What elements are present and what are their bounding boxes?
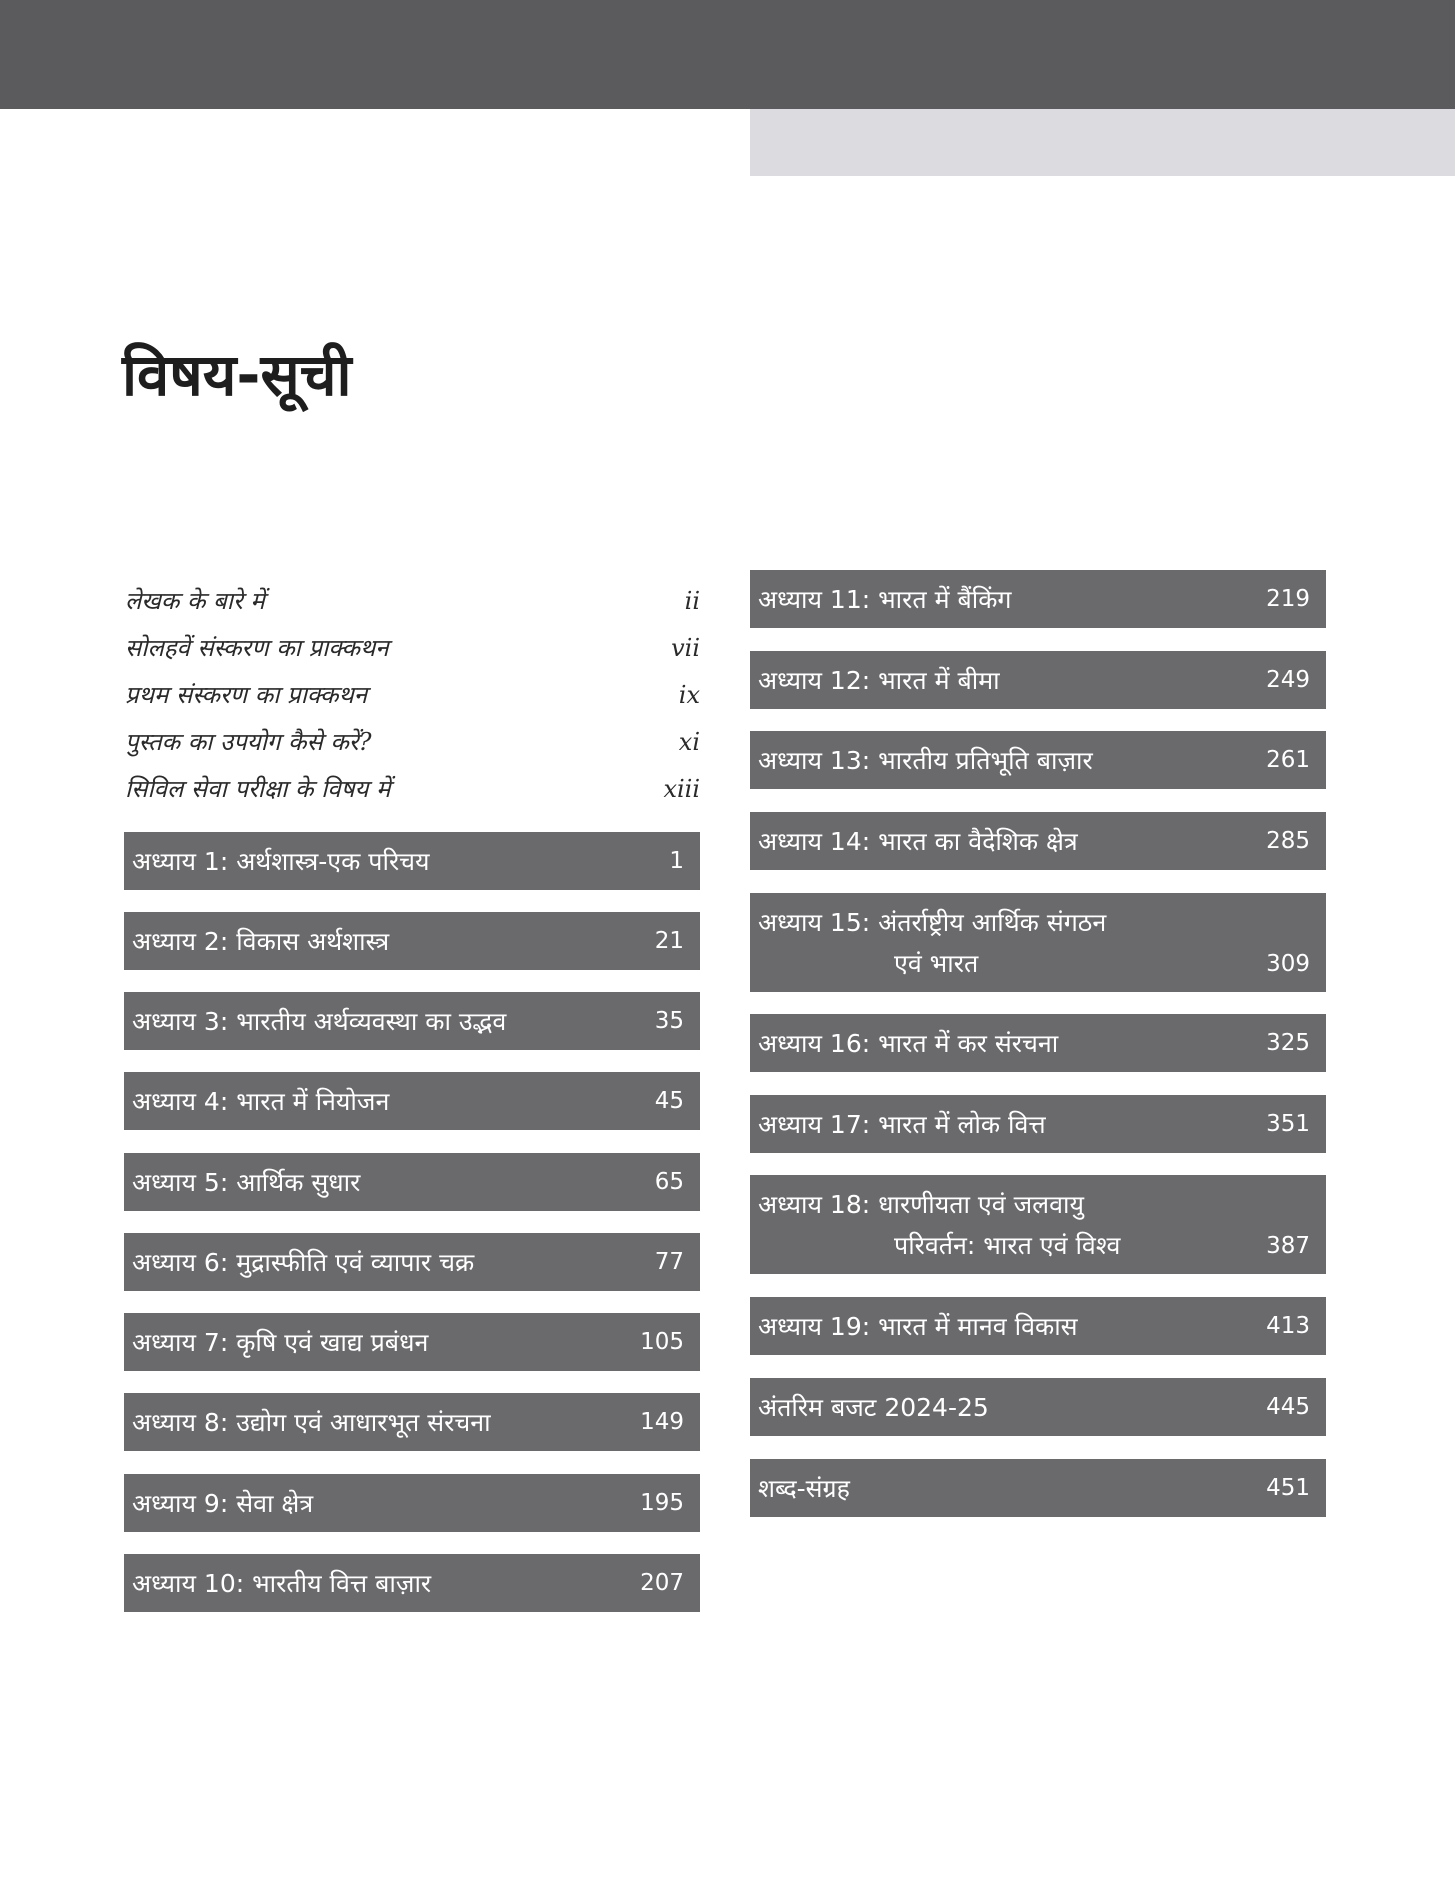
- front-item-1st-edition-preface[interactable]: [125, 671, 700, 718]
- chapter-title: अध्याय 16: भारत में कर संरचना: [758, 1029, 1059, 1058]
- chapter-page: 77: [654, 1249, 684, 1275]
- front-item-label: सिविल सेवा परीक्षा के विषय में: [125, 775, 391, 803]
- chapter-title: अध्याय 11: भारत में बैंकिंग: [758, 585, 1012, 614]
- chapter-title: शब्द-संग्रह: [758, 1474, 850, 1503]
- chapter-title: अध्याय 13: भारतीय प्रतिभूति बाज़ार: [758, 746, 1093, 775]
- chapter-page: 219: [1266, 586, 1310, 612]
- front-item-how-to-use[interactable]: [125, 718, 700, 765]
- chapter-title: अध्याय 4: भारत में नियोजन: [132, 1087, 390, 1116]
- chapter-title: अध्याय 7: कृषि एवं खाद्य प्रबंधन: [132, 1328, 429, 1357]
- chapter-page: 21: [654, 928, 684, 954]
- chapter-title: अध्याय 15: अंतर्राष्ट्रीय आर्थिक संगठन: [758, 907, 1107, 937]
- chapter-3[interactable]: [124, 992, 700, 1050]
- front-item-label: लेखक के बारे में: [125, 587, 265, 615]
- chapter-1[interactable]: [124, 832, 700, 890]
- front-item-civil-services[interactable]: [125, 765, 700, 812]
- chapter-11[interactable]: [750, 570, 1326, 628]
- chapter-title: अध्याय 2: विकास अर्थशास्त्र: [132, 927, 390, 956]
- chapter-page: 195: [640, 1490, 684, 1516]
- front-item-label: प्रथम संस्करण का प्राक्कथन: [125, 681, 368, 709]
- chapter-title: अध्याय 12: भारत में बीमा: [758, 666, 1000, 695]
- chapter-page: 207: [640, 1570, 684, 1596]
- chapter-page: 413: [1266, 1313, 1310, 1339]
- chapter-13[interactable]: [750, 731, 1326, 789]
- chapter-7[interactable]: [124, 1313, 700, 1371]
- chapter-page: 309: [1266, 950, 1310, 977]
- chapter-title: अध्याय 9: सेवा क्षेत्र: [132, 1489, 314, 1518]
- chapter-title: अध्याय 3: भारतीय अर्थव्यवस्था का उद्भव: [132, 1007, 507, 1036]
- header-subband: [750, 109, 1455, 176]
- chapter-page: 445: [1266, 1394, 1310, 1420]
- chapter-title-continued: परिवर्तन: भारत एवं विश्व: [894, 1230, 1121, 1260]
- chapter-title: अध्याय 10: भारतीय वित्त बाज़ार: [132, 1569, 432, 1598]
- front-item-page: vii: [671, 633, 700, 662]
- chapter-page: 387: [1266, 1232, 1310, 1259]
- chapter-page: 45: [654, 1088, 684, 1114]
- front-item-label: सोलहवें संस्करण का प्राक्कथन: [125, 634, 389, 662]
- front-item-label: पुस्तक का उपयोग कैसे करें?: [125, 728, 372, 756]
- glossary[interactable]: [750, 1459, 1326, 1517]
- chapter-title: अध्याय 18: धारणीयता एवं जलवायु: [758, 1189, 1084, 1219]
- chapter-9[interactable]: [124, 1474, 700, 1532]
- chapter-19[interactable]: [750, 1297, 1326, 1355]
- chapter-page: 35: [654, 1008, 684, 1034]
- chapter-17[interactable]: [750, 1095, 1326, 1153]
- chapter-18[interactable]: [750, 1175, 1326, 1274]
- chapter-15[interactable]: [750, 893, 1326, 992]
- front-item-about-author[interactable]: [125, 577, 700, 624]
- chapter-5[interactable]: [124, 1153, 700, 1211]
- chapter-title: अध्याय 19: भारत में मानव विकास: [758, 1312, 1078, 1341]
- chapter-title: अध्याय 6: मुद्रास्फीति एवं व्यापार चक्र: [132, 1248, 475, 1277]
- front-item-page: xiii: [663, 774, 700, 803]
- chapter-page: 451: [1266, 1475, 1310, 1501]
- chapter-page: 285: [1266, 828, 1310, 854]
- front-item-16th-edition-preface[interactable]: [125, 624, 700, 671]
- chapter-page: 1: [669, 848, 684, 874]
- chapter-4[interactable]: [124, 1072, 700, 1130]
- chapter-title: अंतरिम बजट 2024-25: [758, 1393, 989, 1422]
- chapter-title: अध्याय 5: आर्थिक सुधार: [132, 1168, 361, 1197]
- chapter-title: अध्याय 8: उद्योग एवं आधारभूत संरचना: [132, 1408, 491, 1437]
- chapter-16[interactable]: [750, 1014, 1326, 1072]
- chapter-page: 249: [1266, 667, 1310, 693]
- front-item-page: ix: [678, 680, 700, 709]
- front-matter-list: [125, 577, 700, 812]
- front-item-page: xi: [678, 727, 700, 756]
- chapter-12[interactable]: [750, 651, 1326, 709]
- chapter-page: 261: [1266, 747, 1310, 773]
- chapter-10[interactable]: [124, 1554, 700, 1612]
- interim-budget[interactable]: [750, 1378, 1326, 1436]
- chapter-title: अध्याय 1: अर्थशास्त्र-एक परिचय: [132, 847, 430, 876]
- chapter-6[interactable]: [124, 1233, 700, 1291]
- chapter-page: 351: [1266, 1111, 1310, 1137]
- chapter-page: 105: [640, 1329, 684, 1355]
- chapter-2[interactable]: [124, 912, 700, 970]
- page-title: विषय-सूची: [122, 341, 352, 409]
- chapter-page: 325: [1266, 1030, 1310, 1056]
- chapter-page: 149: [640, 1409, 684, 1435]
- chapter-8[interactable]: [124, 1393, 700, 1451]
- front-item-page: ii: [684, 586, 700, 615]
- chapter-title-continued: एवं भारत: [894, 948, 979, 978]
- header-band: [0, 0, 1455, 109]
- chapter-title: अध्याय 14: भारत का वैदेशिक क्षेत्र: [758, 827, 1078, 856]
- chapter-title: अध्याय 17: भारत में लोक वित्त: [758, 1110, 1046, 1139]
- chapter-page: 65: [654, 1169, 684, 1195]
- chapter-14[interactable]: [750, 812, 1326, 870]
